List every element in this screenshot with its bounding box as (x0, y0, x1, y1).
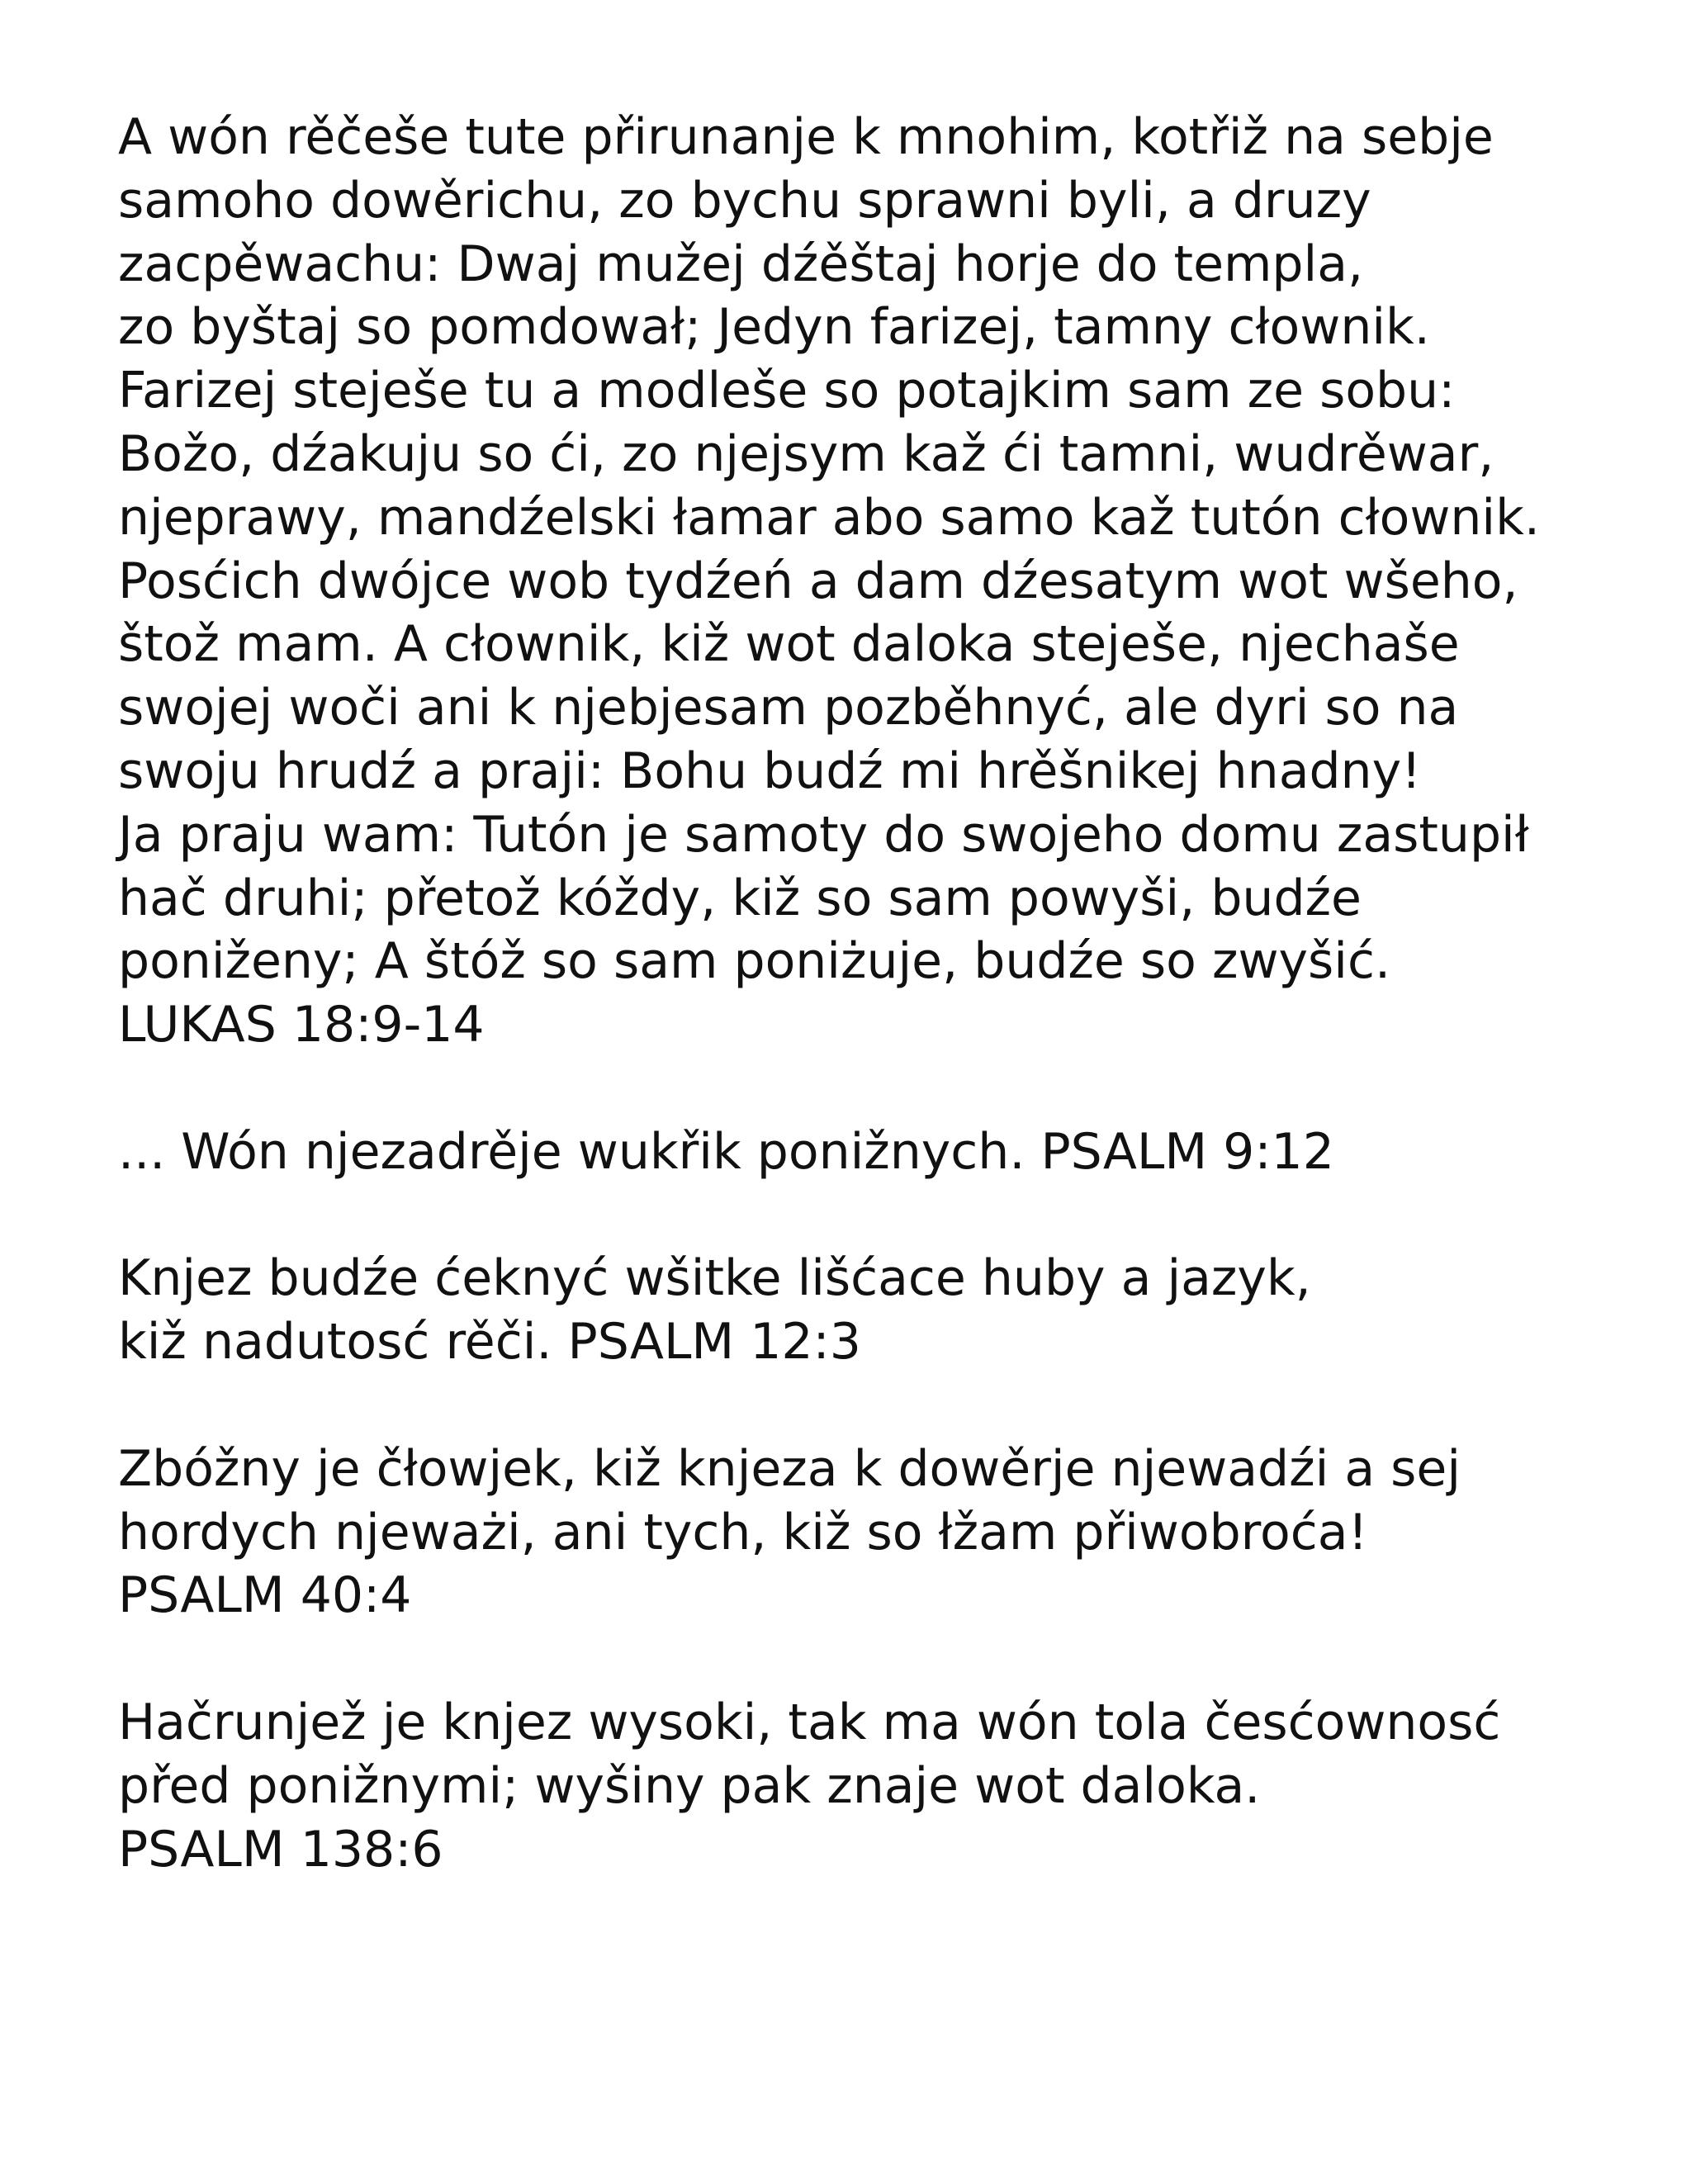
text-line: Ja praju wam: Tutón je samoty do swojeho domu zastupił (118, 805, 1529, 864)
text-line: samoho dowěrichu, zo bychu sprawni byli, a druzy (118, 171, 1371, 230)
text-line: swojej woči ani k njebjesam pozběhnyć, ale dyri so na (118, 679, 1459, 737)
passage-lukas-18 (118, 106, 1654, 1057)
text-line: A wón rěčeše tute přirunanje k mnohim, kotřiž na sebje (118, 108, 1494, 166)
text-line: Knjez budźe ćeknyć wšitke lišćace huby a jazyk, (118, 1249, 1311, 1308)
passage-psalm-12 (118, 1247, 1654, 1374)
paragraph-spacer (118, 1374, 1654, 1438)
text-line: hordych njeważi, ani tych, kiž so łžam přiwobroća! (118, 1503, 1368, 1561)
text-line: zo byštaj so pomdował; Jedyn farizej, tamny cłownik. (118, 298, 1430, 357)
verse-reference: PSALM 138:6 (118, 1820, 443, 1878)
passage-psalm-138 (118, 1691, 1654, 1881)
text-line: hač druhi; přetož kóždy, kiž so sam powyši, budźe (118, 869, 1362, 927)
text-line: Zbóžny je čłowjek, kiž knjeza k dowěrje njewadźi a sej (118, 1439, 1461, 1498)
text-line: kiž nadutosć rěči. PSALM 12:3 (118, 1313, 861, 1372)
text-line: poniženy; A štóž so sam poniżuje, budźe so zwyšić. (118, 932, 1391, 991)
text-line: zacpěwachu: Dwaj mužej dźěštaj horje do templa, (118, 235, 1364, 293)
paragraph-spacer (118, 1057, 1654, 1120)
text-line: Božo, dźakuju so ći, zo njejsym kaž ći tamni, wudrěwar, (118, 424, 1494, 483)
paragraph-spacer (118, 1184, 1654, 1248)
verse-reference: LUKAS 18:9-14 (118, 996, 485, 1054)
text-line: Posćich dwójce wob tydźeń a dam dźesatym wot wšeho, (118, 552, 1518, 610)
passage-psalm-40 (118, 1438, 1654, 1627)
text-line: njeprawy, mandźelski łamar abo samo kaž tutón cłownik. (118, 488, 1540, 547)
text-line: Farizej steješe tu a modleše so potajkim sam ze sobu: (118, 362, 1456, 420)
text-line: před ponižnymi; wyšiny pak znaje wot daloka. (118, 1756, 1261, 1815)
text-line: ... Wón njezadrěje wukřik ponižnych. PSALM 9:12 (118, 1122, 1334, 1181)
scripture-text-block (118, 106, 1654, 1881)
paragraph-spacer (118, 1627, 1654, 1691)
verse-reference: PSALM 40:4 (118, 1566, 412, 1625)
text-line: štož mam. A cłownik, kiž wot daloka steješe, njechaše (118, 615, 1460, 674)
text-line: swoju hrudź a praji: Bohu budź mi hrěšnikej hnadny! (118, 741, 1422, 800)
text-line: Hačrunjež je knjez wysoki, tak ma wón tola česćownosć (118, 1693, 1501, 1751)
passage-psalm-9 (118, 1120, 1654, 1184)
